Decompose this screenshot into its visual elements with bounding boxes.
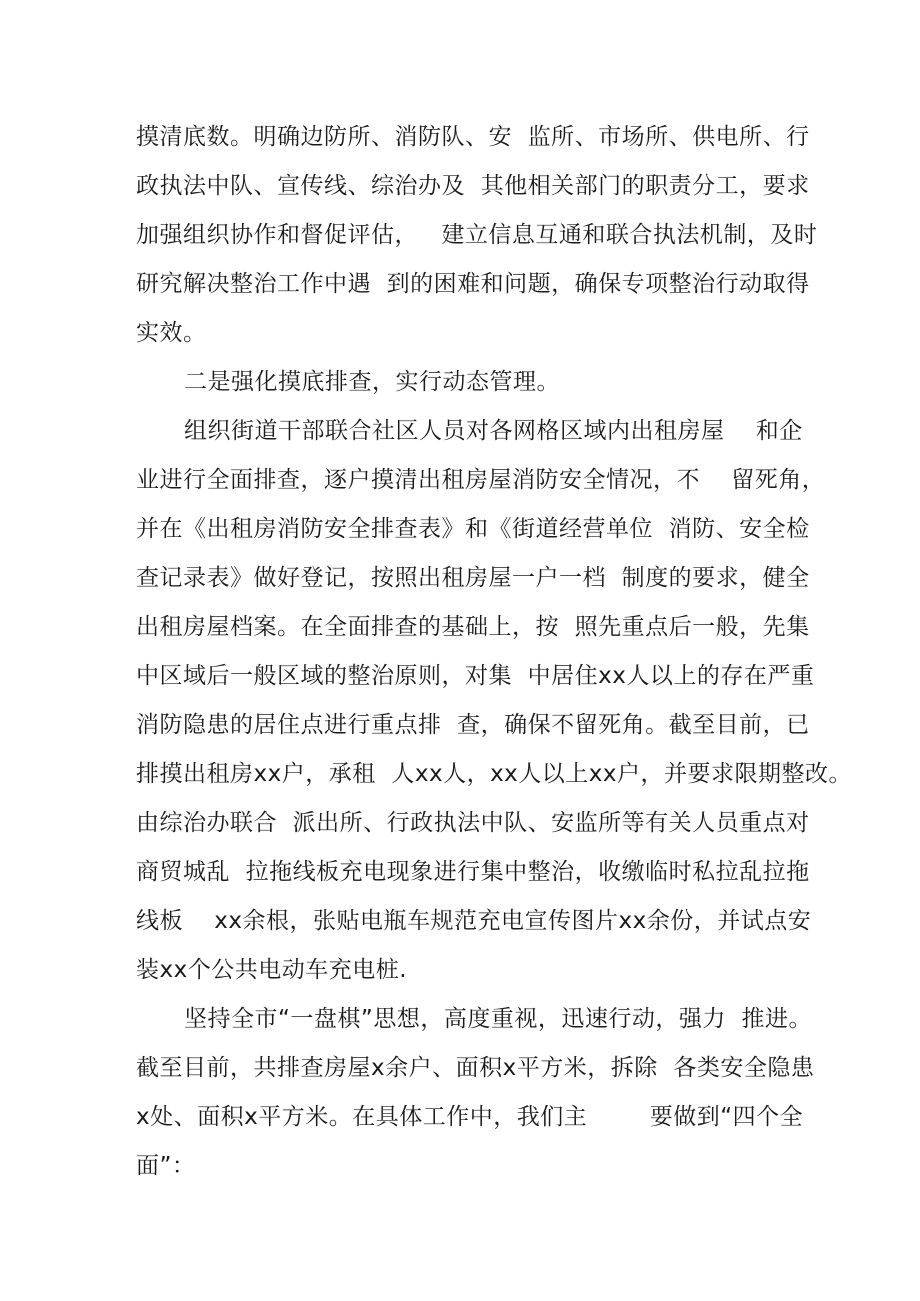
paragraph-line: 中区域后一般区域的整治原则，对集 中居住xx人以上的存在严重 (136, 663, 815, 689)
paragraph-line: 坚持全市“一盘棋”思想，高度重视，迅速行动，强力 推进。 (184, 1006, 812, 1032)
paragraph-line: 摸清底数。明确边防所、消防队、安 监所、市场所、供电所、行 (136, 124, 810, 150)
paragraph-line: 并在《出租房消防安全排查表》和《街道经营单位 消防、安全检 (136, 516, 810, 542)
paragraph-line: 排摸出租房xx户，承租 人xx人，xx人以上xx户，并要求限期整改。 (136, 761, 853, 787)
paragraph-line: 政执法中队、宣传线、综治办及 其他相关部门的职责分工，要求 (136, 173, 810, 199)
paragraph-line: 装xx个公共电动车充电桩. (136, 957, 408, 983)
paragraph-line: x处、面积x平方米。在具体工作中，我们主 要做到“四个全 (136, 1104, 804, 1130)
paragraph-line: 加强组织协作和督促评估， 建立信息互通和联合执法机制，及时 (136, 222, 818, 248)
paragraph-line: 实效。 (136, 320, 207, 346)
paragraph-line: 研究解决整治工作中遇 到的困难和问题，确保专项整治行动取得 (136, 271, 810, 297)
paragraph-line: 由综治办联合 派出所、行政执法中队、安监所等有关人员重点对 (136, 810, 810, 836)
paragraph-line: 线板 xx余根，张贴电瓶车规范充电宣传图片xx余份，并试点安 (136, 908, 812, 934)
paragraph-line: 业进行全面排查，逐户摸清出租房屋消防安全情况，不 留死角， (136, 467, 826, 493)
paragraph-line: 截至目前，共排查房屋x余户、面积x平方米，拆除 各类安全隐患 (136, 1055, 815, 1081)
paragraph-line: 出租房屋档案。在全面排查的基础上，按 照先重点后一般，先集 (136, 614, 810, 640)
paragraph-line: 商贸城乱 拉拖线板充电现象进行集中整治，收缴临时私拉乱拉拖 (136, 859, 810, 885)
paragraph-line: 查记录表》做好登记，按照出租房屋一户一档 制度的要求，健全 (136, 565, 810, 591)
paragraph-line: 面”： (136, 1153, 196, 1179)
section-heading: 二是强化摸底排查，实行动态管理。 (184, 369, 560, 395)
paragraph-line: 消防隐患的居住点进行重点排 查，确保不留死角。截至目前，已 (136, 712, 810, 738)
paragraph-line: 组织街道干部联合社区人员对各网格区域内出租房屋 和企 (184, 418, 803, 444)
